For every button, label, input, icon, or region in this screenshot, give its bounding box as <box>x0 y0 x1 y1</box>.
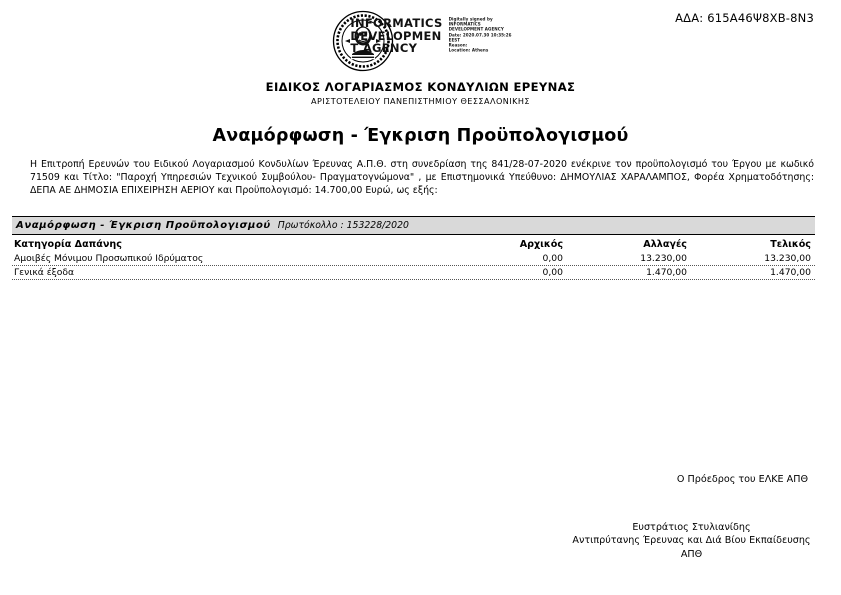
cell-category: Γενικά έξοδα <box>14 267 75 278</box>
column-header-final: Τελικός <box>770 239 811 250</box>
table-row <box>12 252 815 266</box>
signature-institution: ΑΠΘ <box>680 548 703 560</box>
cell-final: 13.230,00 <box>764 253 811 264</box>
logo-row <box>332 10 522 76</box>
table-protocol: Πρωτόκολλο : 153228/2020 <box>277 220 409 231</box>
column-header-changes: Αλλαγές <box>643 239 687 250</box>
stamp-line-2: INFORMATICS <box>448 21 481 27</box>
signature-position: Αντιπρύτανης Έρευνας και Διά Βίου Εκπαίδευσης <box>572 535 811 547</box>
table-column-headers <box>12 235 815 252</box>
stamp-line-3: DEVELOPMENT AGENCY <box>448 26 504 33</box>
signature-block <box>0 521 841 561</box>
agency-logo-text <box>350 17 442 55</box>
document-header <box>0 10 841 106</box>
logo-line-1: INFORMATICS <box>350 16 443 30</box>
cell-initial: 0,00 <box>542 267 563 278</box>
table-header-title: Αναμόρφωση - Έγκριση Προϋπολογισμού <box>16 220 271 231</box>
table-row <box>12 266 815 280</box>
ada-code: ΑΔΑ: 615Α46Ψ8ΧΒ-8Ν3 <box>675 11 814 25</box>
cell-final: 1.470,00 <box>770 267 811 278</box>
stamp-line-7: Location: Athens <box>448 47 489 53</box>
signature-name: Ευστράτιος Στυλιανίδης <box>632 522 751 533</box>
organization-subtitle: ΑΡΙΣΤΟΤΕΛΕΙΟΥ ΠΑΝΕΠΙΣΤΗΜΙΟΥ ΘΕΣΣΑΛΟΝΙΚΗΣ <box>311 96 530 106</box>
cell-changes: 1.470,00 <box>646 267 687 278</box>
cell-initial: 0,00 <box>542 253 563 264</box>
cell-changes: 13.230,00 <box>640 253 687 264</box>
logo-line-2: DEVELOPMEN <box>350 28 442 43</box>
stamp-line-1: Digitally signed by <box>448 16 493 22</box>
stamp-line-5: EEST <box>448 36 461 43</box>
stamp-line-6: Reason: <box>448 42 468 48</box>
page-title: Αναμόρφωση - Έγκριση Προϋπολογισμού <box>212 126 629 146</box>
organization-name: ΕΙΔΙΚΟΣ ΛΟΓΑΡΙΑΣΜΟΣ ΚΟΝΔΥΛΙΩΝ ΕΡΕΥΝΑΣ <box>265 80 576 94</box>
stamp-line-4: Date: 2020.07.30 10:35:26 <box>448 31 512 38</box>
budget-table <box>12 216 815 280</box>
table-header-bar <box>12 217 815 234</box>
logo-line-3: T AGENCY <box>350 41 418 55</box>
cell-category: Αμοιβές Μόνιμου Προσωπικού Ιδρύματος <box>14 253 204 264</box>
column-header-category: Κατηγορία Δαπάνης <box>14 239 122 250</box>
digital-signature-stamp <box>449 16 523 52</box>
body-paragraph <box>30 158 814 198</box>
column-header-initial: Αρχικός <box>519 239 563 250</box>
signature-role: Ο Πρόεδρος του ΕΛΚΕ ΑΠΘ <box>676 474 808 485</box>
body-paragraph-text: Η Επιτροπή Ερευνών του Ειδικού Λογαριασμού Κονδυλίων Έρευνας Α.Π.Θ. στη συνεδρίαση της 841/28-07-2020 ενέκρινε τον προϋπολογισμό του Έργου με κωδικό 71509 και Τίτλο: "Παροχή Υπηρεσιών Τεχνικού Συμβούλου- Πραγματογνώμονα" , με Επιστημονικά Υπεύθυνο: ΔΗΜΟΥΛΙΑΣ ΧΑΡΑΛΑΜΠΟΣ, Φορέα Χρηματοδότησης: ΔΕΠΑ ΑΕ ΔΗΜΟΣΙΑ ΕΠΙΧΕΙΡΗΣΗ ΑΕΡΙΟΥ και Προϋπολογισμό: 14.700,00 Ευρώ, ως εξής: <box>30 159 814 197</box>
